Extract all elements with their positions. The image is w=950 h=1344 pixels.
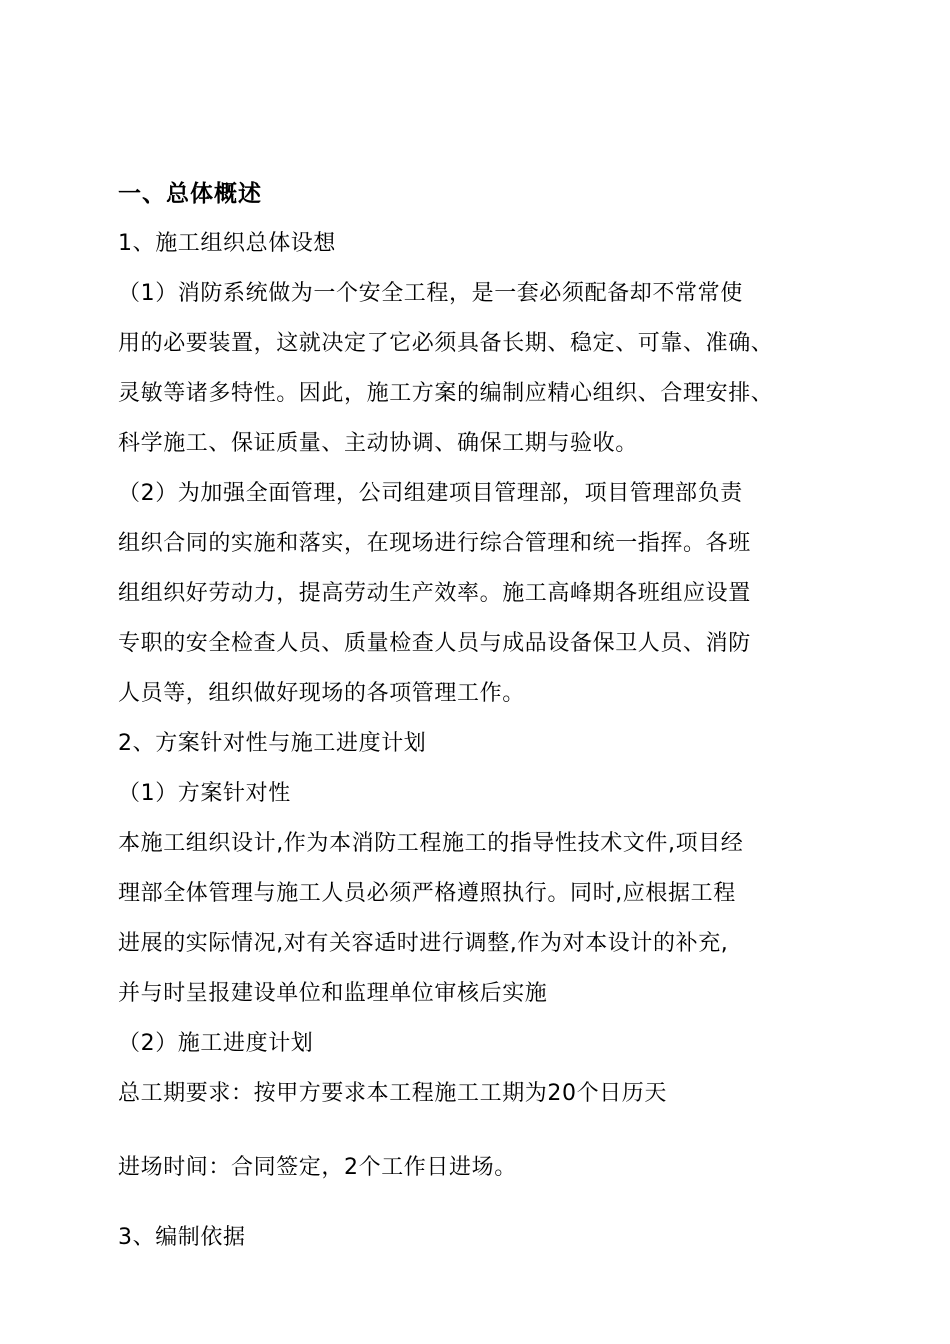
subsection-heading: 3、编制依据 [118,1225,246,1250]
subsection-heading: 1、施工组织总体设想 [118,231,336,256]
section-title: 一、总体概述 [118,181,262,207]
paragraph-line: 专职的安全检查人员、质量检查人员与成品设备保卫人员、消防 [118,631,751,656]
paragraph-line: （2）为加强全面管理，公司组建项目管理部，项目管理部负责 [118,481,743,506]
paragraph-line: 进场时间：合同签定，2个工作日进场。 [118,1155,517,1180]
paragraph-line: 本施工组织设计,作为本消防工程施工的指导性技术文件,项目经 [118,831,744,856]
paragraph-line: 理部全体管理与施工人员必须严格遵照执行。同时,应根据工程 [118,881,736,906]
paragraph-line: 组组织好劳动力，提高劳动生产效率。施工高峰期各班组应设置 [118,581,751,606]
paragraph-line: 科学施工、保证质量、主动协调、确保工期与验收。 [118,431,638,456]
paragraph-line: 进展的实际情况,对有关容适时进行调整,作为对本设计的补充, [118,931,729,956]
paragraph-line: 人员等，组织做好现场的各项管理工作。 [118,681,525,706]
paragraph-line: 灵敏等诸多特性。因此，施工方案的编制应精心组织、合理安排、 [118,381,774,406]
paragraph-line: 并与时呈报建设单位和监理单位审核后实施 [118,981,548,1006]
subsection-heading: 2、方案针对性与施工进度计划 [118,731,427,756]
item-heading: （1）方案针对性 [118,781,291,806]
paragraph-line: 总工期要求：按甲方要求本工程施工工期为20个日历天 [118,1081,667,1106]
item-heading: （2）施工进度计划 [118,1031,314,1056]
paragraph-line: 用的必要装置，这就决定了它必须具备长期、稳定、可靠、准确、 [118,331,774,356]
paragraph-line: 组织合同的实施和落实，在现场进行综合管理和统一指挥。各班 [118,531,751,556]
paragraph-line: （1）消防系统做为一个安全工程，是一套必须配备却不常常使 [118,281,743,306]
